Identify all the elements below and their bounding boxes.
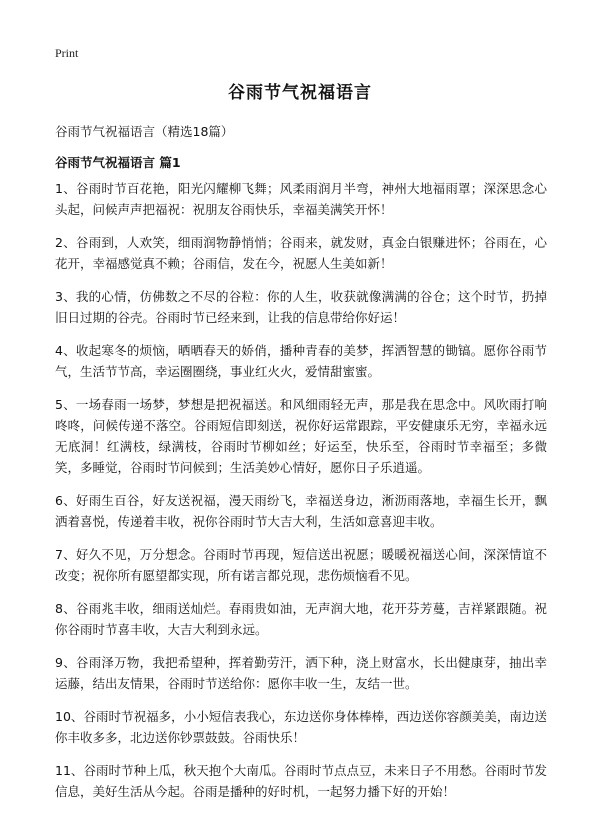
paragraph-11: 11、谷雨时节种上瓜，秋天抱个大南瓜。谷雨时节点点豆，未来日子不用愁。谷雨时节发信息，美好生活从今起。谷雨是播种的好时机，一起努力播下好的开始！ — [55, 763, 547, 799]
paragraph-7: 7、好久不见，万分想念。谷雨时节再现，短信送出祝愿；暖暖祝福送心间，深深情谊不改变；祝你所有愿望都实现，所有诺言都兑现，悲伤烦恼看不见。 — [55, 547, 547, 583]
paragraph-5: 5、一场春雨一场梦，梦想是把祝福送。和风细雨轻无声，那是我在思念中。风吹雨打响咚咚，问候传递不落空。谷雨短信即刻送，祝你好运常跟踪，平安健康乐无穷，幸福永远无底洞！红满枝，绿满枝，谷雨时节柳如丝；好运至，快乐至，谷雨时节幸福至；多微笑，多睡觉，谷雨时节问候到；生活美妙心情好，愿你日子乐逍遥。 — [55, 397, 547, 475]
paragraph-4: 4、收起寒冬的烦恼，晒晒春天的娇俏，播种青春的美梦，挥洒智慧的锄镐。愿你谷雨节气，生活节节高，幸运圈圈绕，事业红火火，爱情甜蜜蜜。 — [55, 343, 547, 379]
section-heading: 谷雨节气祝福语言 篇1 — [55, 155, 181, 170]
paragraph-9: 9、谷雨泽万物，我把希望种，挥着勤劳汗，洒下种，浇上财富水，长出健康芽，抽出幸运藤，结出友情果，谷雨时节送给你：愿你丰收一生，友结一世。 — [55, 655, 547, 691]
paragraph-1: 1、谷雨时节百花艳，阳光闪耀柳飞舞；风柔雨润月半弯，神州大地福雨罩；深深思念心头起，问候声声把福祝：祝朋友谷雨快乐，幸福美满笑开怀！ — [55, 181, 547, 217]
document-body — [55, 178, 547, 814]
paragraph-6: 6、好雨生百谷，好友送祝福，漫天雨纷飞，幸福送身边，淅沥雨落地，幸福生长开，飘洒着喜悦，传递着丰收，祝你谷雨时节大吉大利，生活如意喜迎丰收。 — [55, 493, 547, 529]
paragraph-2: 2、谷雨到，人欢笑，细雨润物静悄悄；谷雨来，就发财，真金白银赚进怀；谷雨在，心花开，幸福感觉真不赖；谷雨信，发在今，祝愿人生美如新！ — [55, 235, 547, 271]
document-title: 谷雨节气祝福语言 — [228, 83, 372, 103]
paragraph-10: 10、谷雨时节祝福多，小小短信表我心，东边送你身体棒棒，西边送你容颜美美，南边送你丰收多多，北边送你钞票鼓鼓。谷雨快乐！ — [55, 709, 547, 745]
paragraph-3: 3、我的心情，仿佛数之不尽的谷粒：你的人生，收获就像满满的谷仓；这个时节，扔掉旧日过期的谷壳。谷雨时节已经来到，让我的信息带给你好运！ — [55, 289, 547, 325]
paragraph-8: 8、谷雨兆丰收，细雨送灿烂。春雨贵如油，无声润大地，花开芬芳蔓，吉祥紧跟随。祝你谷雨时节喜丰收，大吉大利到永远。 — [55, 601, 547, 637]
print-link[interactable]: Print — [55, 46, 79, 60]
document-subtitle: 谷雨节气祝福语言（精选18篇） — [55, 124, 234, 139]
